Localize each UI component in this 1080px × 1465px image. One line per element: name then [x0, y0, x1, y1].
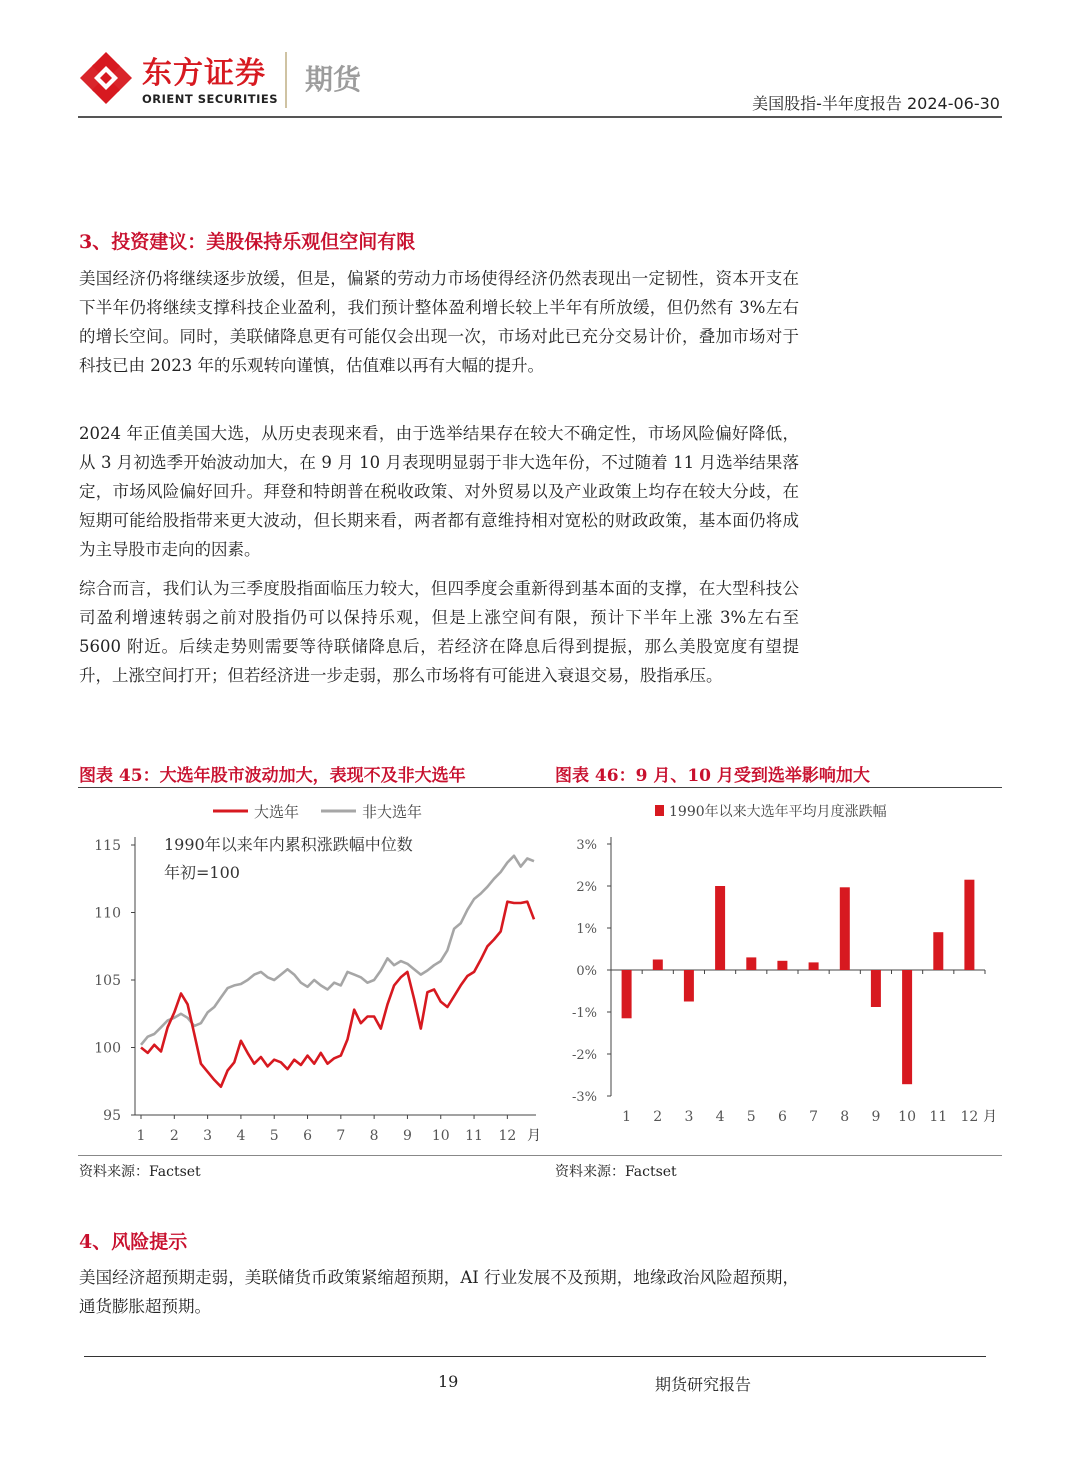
page-number: 19 [438, 1372, 459, 1391]
chart-45-x-tick-label: 3 [203, 1128, 213, 1144]
chart-46-x-tick-label: 9 [871, 1109, 881, 1125]
company-name-cn: 东方证券 [142, 56, 266, 91]
chart-46-x-unit: 月 [983, 1109, 997, 1125]
header-divider [285, 52, 287, 108]
chart-45-y-tick-label: 95 [103, 1108, 121, 1124]
figure-top-rule [78, 787, 1002, 788]
section-3-paragraph-2: 2024 年正值美国大选，从历史表现来看，由于选举结果存在较大不确定性，市场风险偏好降低，从 3 月初选季开始波动加大，在 9 月 10 月表现明显弱于非大选年份，不过随着 11 月选举结果落定，市场风险偏好回升。拜登和特朗普在税收政策、对外贸易以及产业政策上均存在较大分歧，在短期可能给股指带来更大波动，但长期来看，两者都有意维持相对宽松的财政政策，基本面仍将成为主导股市走向的因素。 [79, 424, 799, 559]
chart-46-y-tick-label: -1% [571, 1006, 597, 1021]
figure-45-source: 资料来源：Factset [79, 1164, 201, 1180]
bar-month-2 [653, 960, 663, 971]
bar-month-12 [964, 880, 974, 970]
chart-46-y-tick-label: 0% [576, 964, 597, 979]
chart-45-x-tick-label: 5 [269, 1128, 279, 1144]
chart-46-y-tick-label: -2% [571, 1048, 597, 1063]
chart-45-x-tick-label: 9 [402, 1128, 412, 1144]
chart-45-subtitle: 年初=100 [164, 863, 240, 882]
bar-month-5 [746, 957, 756, 970]
chart-45-y-tick-label: 100 [94, 1040, 121, 1057]
chart-46-x-tick-label: 6 [777, 1109, 787, 1125]
bar-month-7 [809, 962, 819, 970]
report-title: 美国股指-半年度报告 2024-06-30 [752, 94, 1000, 113]
figure-46-source: 资料来源：Factset [555, 1164, 677, 1180]
chart-45-x-tick-label: 8 [369, 1128, 379, 1144]
bar-month-1 [622, 970, 632, 1018]
bar-month-8 [840, 887, 850, 970]
legend-swatch-monthly-avg [655, 805, 664, 816]
chart-45-title: 1990年以来年内累积涨跌幅中位数 [164, 835, 413, 854]
company-name-en: ORIENT SECURITIES [142, 92, 279, 106]
chart-45-legend [213, 803, 422, 821]
chart-46-x-tick-label: 11 [929, 1109, 948, 1125]
legend-label-non-election-year: 非大选年 [362, 803, 423, 821]
division-label: 期货 [305, 63, 362, 96]
brand-block [142, 58, 278, 106]
chart-46-y-tick-label: 2% [576, 880, 597, 895]
chart-46-x-tick-label: 10 [898, 1109, 916, 1125]
chart-46-x-tick-label: 5 [746, 1109, 756, 1125]
section-3-paragraph-1: 美国经济仍将继续逐步放缓，但是，偏紧的劳动力市场使得经济仍然表现出一定韧性，资本开支在下半年仍将继续支撑科技企业盈利，我们预计整体盈利增长较上半年有所放缓，但仍然有 3%左右的增长空间。同时，美联储降息更有可能仅会出现一次，市场对此已充分交易计价，叠加市场对于科技已由 2023 年的乐观转向谨慎，估值难以再有大幅的提升。 [79, 269, 799, 375]
chart-45-x-unit: 月 [527, 1128, 541, 1144]
footer-rule [84, 1356, 986, 1357]
chart-45-x-tick-label: 12 [498, 1128, 517, 1144]
chart-45-x-tick-label: 7 [336, 1128, 346, 1144]
bar-month-11 [933, 932, 943, 970]
chart-46-y-tick-label: -3% [571, 1090, 597, 1105]
chart-45-x-tick-label: 2 [169, 1128, 179, 1144]
chart-46-bar-chart [555, 790, 1002, 1150]
chart-46-x-tick-label: 12 [960, 1109, 979, 1125]
figure-46-title: 图表 46：9 月、10 月受到选举影响加大 [555, 766, 870, 786]
chart-45-x-tick-label: 10 [431, 1128, 450, 1144]
chart-46-x-tick-label: 1 [622, 1109, 632, 1125]
chart-45-line-chart [78, 790, 548, 1150]
chart-46-x-tick-label: 4 [715, 1109, 725, 1125]
chart-46-x-tick-label: 7 [809, 1109, 819, 1125]
section-4-paragraph: 美国经济超预期走弱，美联储货币政策紧缩超预期，AI 行业发展不及预期，地缘政治风险超预期，通货膨胀超预期。 [79, 1268, 799, 1316]
series-line-election-year [141, 902, 534, 1087]
chart-46-x-tick-label: 8 [840, 1109, 850, 1125]
chart-45-y-tick-label: 115 [94, 838, 121, 854]
footer-label: 期货研究报告 [655, 1375, 752, 1394]
chart-45-x-tick-label: 11 [465, 1128, 483, 1144]
chart-45-y-tick-label: 105 [94, 973, 121, 989]
legend-label-election-year: 大选年 [254, 803, 300, 821]
section-4-title: 4、风险提示 [79, 1231, 188, 1253]
series-line-non-election-year [141, 856, 534, 1045]
chart-46-x-tick-label: 3 [684, 1109, 694, 1125]
chart-45-x-tick-label: 4 [236, 1128, 246, 1144]
chart-45-x-tick-label: 1 [136, 1128, 146, 1144]
bar-month-3 [684, 970, 694, 1002]
chart-45-x-tick-label: 6 [303, 1128, 312, 1144]
chart-46-legend-label: 1990年以来大选年平均月度涨跌幅 [669, 804, 887, 820]
chart-45-y-tick-label: 110 [94, 905, 121, 922]
figure-45-title: 图表 45：大选年股市波动加大，表现不及非大选年 [79, 766, 466, 786]
section-3-title: 3、投资建议：美股保持乐观但空间有限 [79, 231, 416, 253]
bar-month-6 [777, 961, 787, 970]
section-3-paragraph-3: 综合而言，我们认为三季度股指面临压力较大，但四季度会重新得到基本面的支撑，在大型科技公司盈利增速转弱之前对股指仍可以保持乐观，但是上涨空间有限，预计下半年上涨 3%左右至 5600 附近。后续走势则需要等待联储降息后，若经济在降息后得到提振，那么美股宽度有望提升，上涨空间打开；但若经济进一步走弱，那么市场将有可能进入衰退交易，股指承压。 [79, 579, 799, 685]
orient-securities-logo [78, 50, 134, 106]
bar-month-9 [871, 970, 881, 1007]
header-rule [78, 116, 1002, 118]
bar-month-4 [715, 886, 725, 970]
chart-46-x-tick-label: 2 [653, 1109, 663, 1125]
chart-46-y-tick-label: 1% [576, 922, 597, 937]
figure-bottom-rule [78, 1155, 1002, 1156]
chart-46-y-tick-label: 3% [576, 838, 597, 853]
bar-month-10 [902, 970, 912, 1084]
